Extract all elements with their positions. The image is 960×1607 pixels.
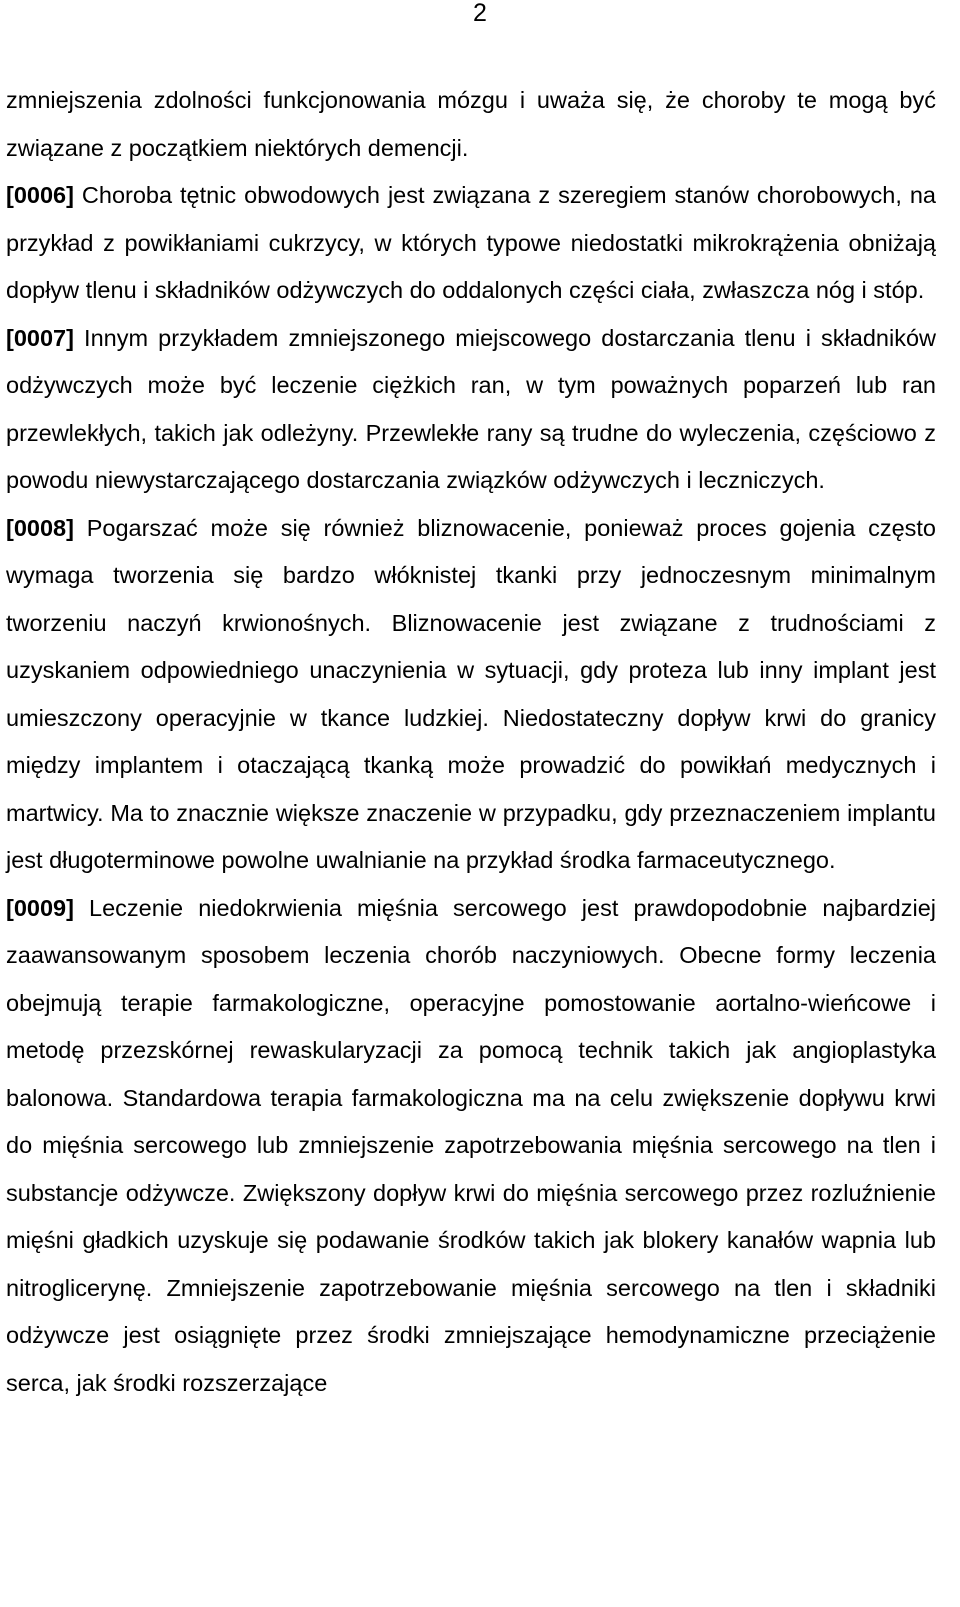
paragraph-0009 — [6, 885, 936, 1408]
paragraph-text: zmniejszenia zdolności funkcjonowania mózgu i uważa się, że choroby te mogą być związane z początkiem niektórych demencji. — [6, 87, 936, 161]
paragraph-text: Pogarszać może się również bliznowacenie, ponieważ proces gojenia często wymaga tworzenia się bardzo włóknistej tkanki przy jednoczesnym minimalnym tworzeniu naczyń krwionośnych. Bliznowacenie jest związane z trudnościami z uzyskaniem odpowiedniego unaczynienia w sytuacji, gdy proteza lub inny implant jest umieszczony operacyjnie w tkance ludzkiej. Niedostateczny dopływ krwi do granicy między implantem i otaczającą tkanką może prowadzić do powikłań medycznych i martwicy. Ma to znacznie większe znaczenie w przypadku, gdy przeznaczeniem implantu jest długoterminowe powolne uwalnianie na przykład środka farmaceutycznego. — [6, 514, 936, 873]
paragraph-number: [0006] — [6, 182, 74, 208]
paragraph-continuation — [6, 77, 936, 172]
paragraph-0007 — [6, 315, 936, 505]
paragraph-number: [0008] — [6, 514, 74, 541]
paragraph-text: Innym przykładem zmniejszonego miejscowego dostarczania tlenu i składników odżywczych może być leczenie ciężkich ran, w tym poważnych poparzeń lub ran przewlekłych, takich jak odleżyny. Przewlekłe rany są trudne do wyleczenia, częściowo z powodu niewystarczającego dostarczania związków odżywczych i leczniczych. — [6, 324, 936, 493]
page-number: 2 — [473, 0, 487, 27]
paragraph-number: [0009] — [6, 894, 74, 921]
document-body — [6, 77, 936, 1407]
paragraph-number: [0007] — [6, 324, 74, 351]
paragraph-text: Leczenie niedokrwienia mięśnia sercowego jest prawdopodobnie najbardziej zaawansowanym sposobem leczenia chorób naczyniowych. Obecne formy leczenia obejmują terapie farmakologiczne, operacyjne pomostowanie aortalno-wieńcowe i metodę przezskórnej rewaskularyzacji za pomocą technik takich jak angioplastyka balonowa. Standardowa terapia farmakologiczna ma na celu zwiększenie dopływu krwi do mięśnia sercowego lub zmniejszenie zapotrzebowania mięśnia sercowego na tlen i substancje odżywcze. Zwiększony dopływ krwi do mięśnia sercowego przez rozluźnienie mięśni gładkich uzyskuje się podawanie środków takich jak blokery kanałów wapnia lub nitroglicerynę. Zmniejszenie zapotrzebowanie mięśnia sercowego na tlen i składniki odżywcze jest osiągnięte przez środki zmniejszające hemodynamiczne przeciążenie serca, jak środki rozszerzające — [6, 894, 936, 1396]
paragraph-0006 — [6, 172, 936, 315]
paragraph-text: Choroba tętnic obwodowych jest związana z szeregiem stanów chorobowych, na przykład z powikłaniami cukrzycy, w których typowe niedostatki mikrokrążenia obniżają dopływ tlenu i składników odżywczych do oddalonych części ciała, zwłaszcza nóg i stóp. — [6, 182, 936, 303]
paragraph-0008 — [6, 505, 936, 885]
